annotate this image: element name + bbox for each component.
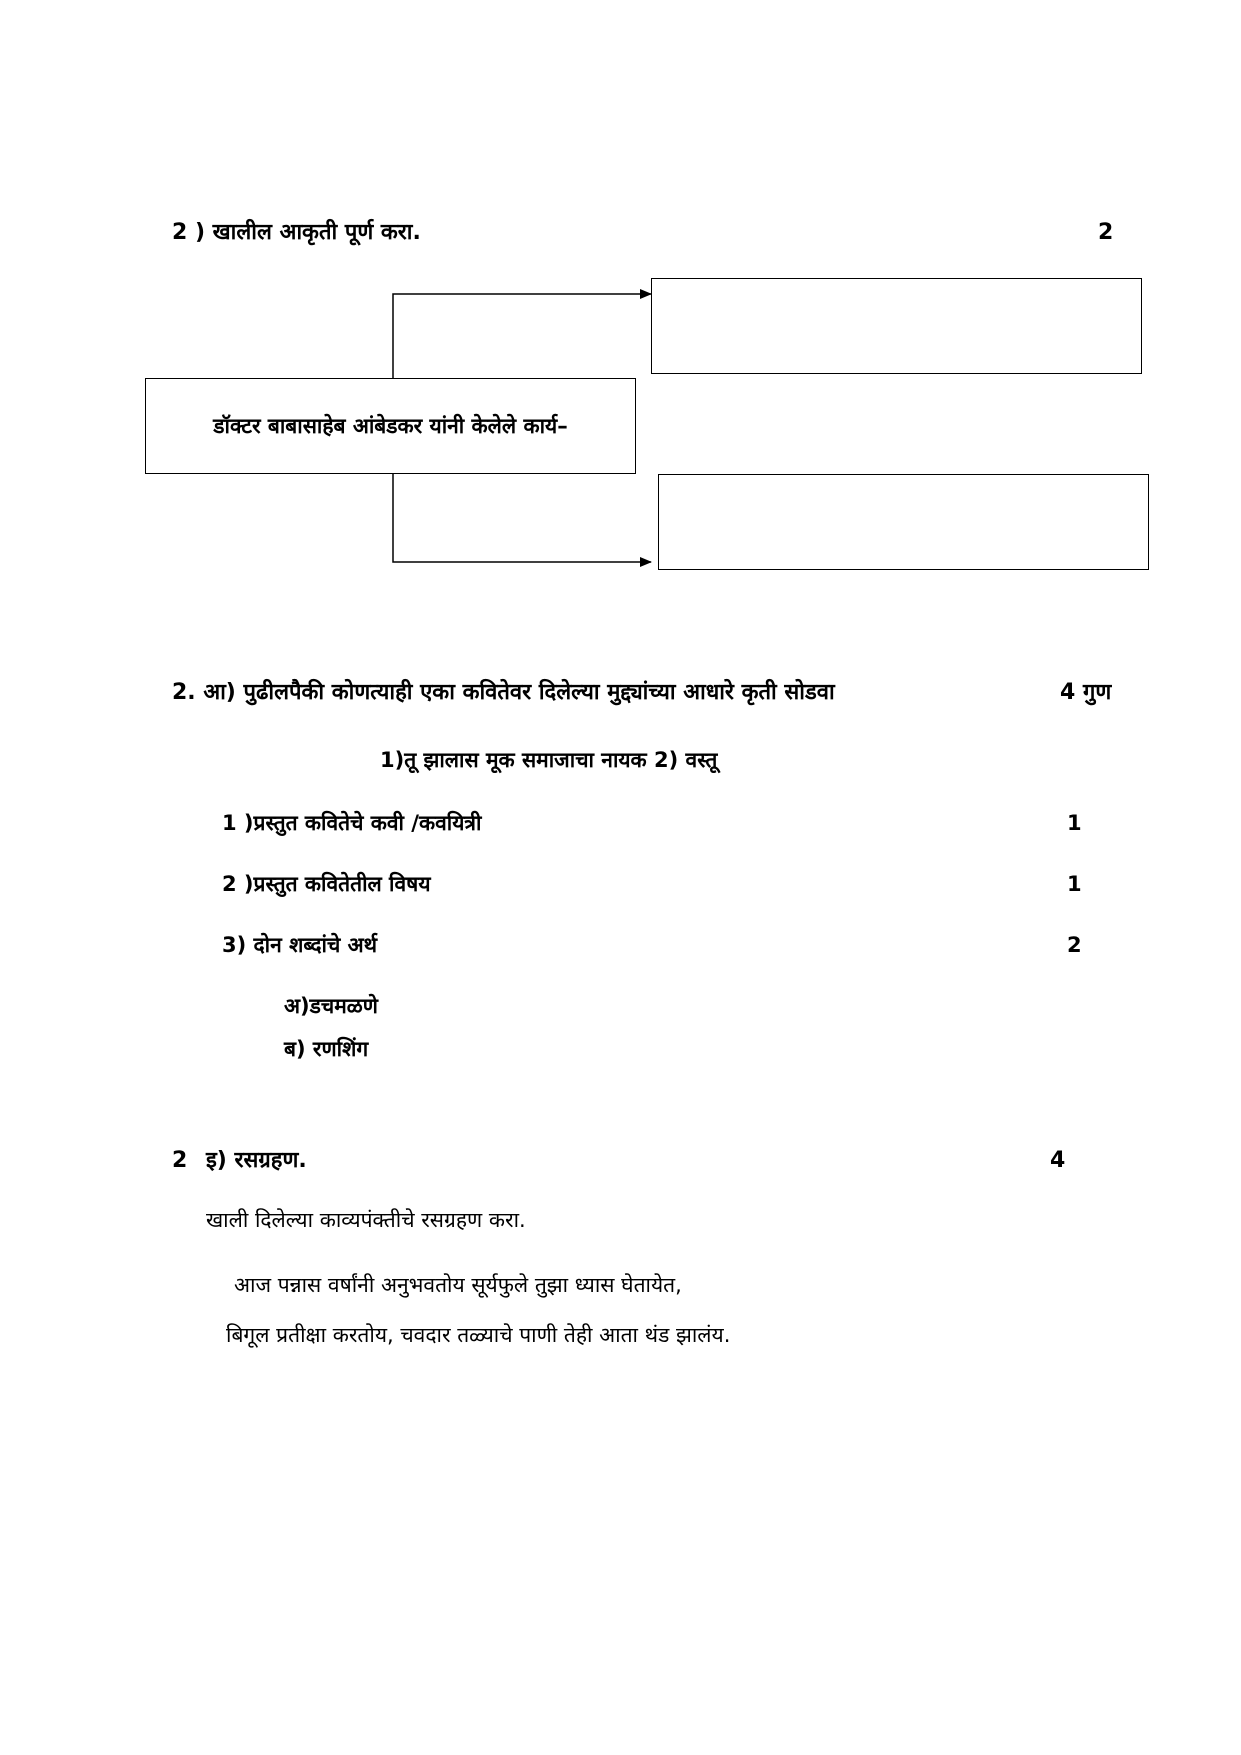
question-2c-number: 2 xyxy=(172,1148,188,1173)
arrow-top xyxy=(393,294,651,380)
diagram-answer-box-top[interactable] xyxy=(651,278,1142,374)
poem-line: बिगूल प्रतीक्षा करतोय, चवदार तळ्याचे पाणी तेही आता थंड झालंय. xyxy=(226,1323,731,1347)
diagram-center-label: डॉक्टर बाबासाहेब आंबेडकर यांनी केलेले कार्य– xyxy=(213,414,568,438)
question-2a-title: 2 ) खालील आकृती पूर्ण करा. xyxy=(172,220,421,245)
list-item-marks: 1 xyxy=(1067,872,1082,896)
diagram-answer-box-bottom[interactable] xyxy=(658,474,1149,570)
poem-line: आज पन्नास वर्षांनी अनुभवतोय सूर्यफुले तुझा ध्यास घेतायेत, xyxy=(234,1273,682,1297)
list-item: 3) दोन शब्दांचे अर्थ xyxy=(222,933,378,957)
list-item: 1 )प्रस्तुत कवितेचे कवी /कवयित्री xyxy=(222,811,482,835)
arrow-bottom xyxy=(393,474,651,562)
list-item-marks: 2 xyxy=(1067,933,1082,957)
question-2b-marks: 4 गुण xyxy=(1060,680,1112,705)
question-2b-title: 2. आ) पुढीलपैकी कोणत्याही एका कवितेवर दिलेल्या मुद्द्यांच्या आधारे कृती सोडवा xyxy=(172,680,835,705)
diagram-center-box xyxy=(145,378,636,474)
list-item-marks: 1 xyxy=(1067,811,1082,835)
instruction-text: खाली दिलेल्या काव्यपंक्तीचे रसग्रहण करा. xyxy=(206,1208,526,1232)
question-2c-marks: 4 xyxy=(1050,1148,1066,1173)
word-item: अ)डचमळणे xyxy=(284,994,378,1018)
poem-options: 1)तू झालास मूक समाजाचा नायक 2) वस्तू xyxy=(380,748,718,772)
word-item: ब) रणशिंग xyxy=(284,1037,369,1061)
question-2a-marks: 2 xyxy=(1098,220,1114,245)
question-2c-title: इ) रसग्रहण. xyxy=(206,1148,307,1173)
list-item: 2 )प्रस्तुत कवितेतील विषय xyxy=(222,872,431,896)
